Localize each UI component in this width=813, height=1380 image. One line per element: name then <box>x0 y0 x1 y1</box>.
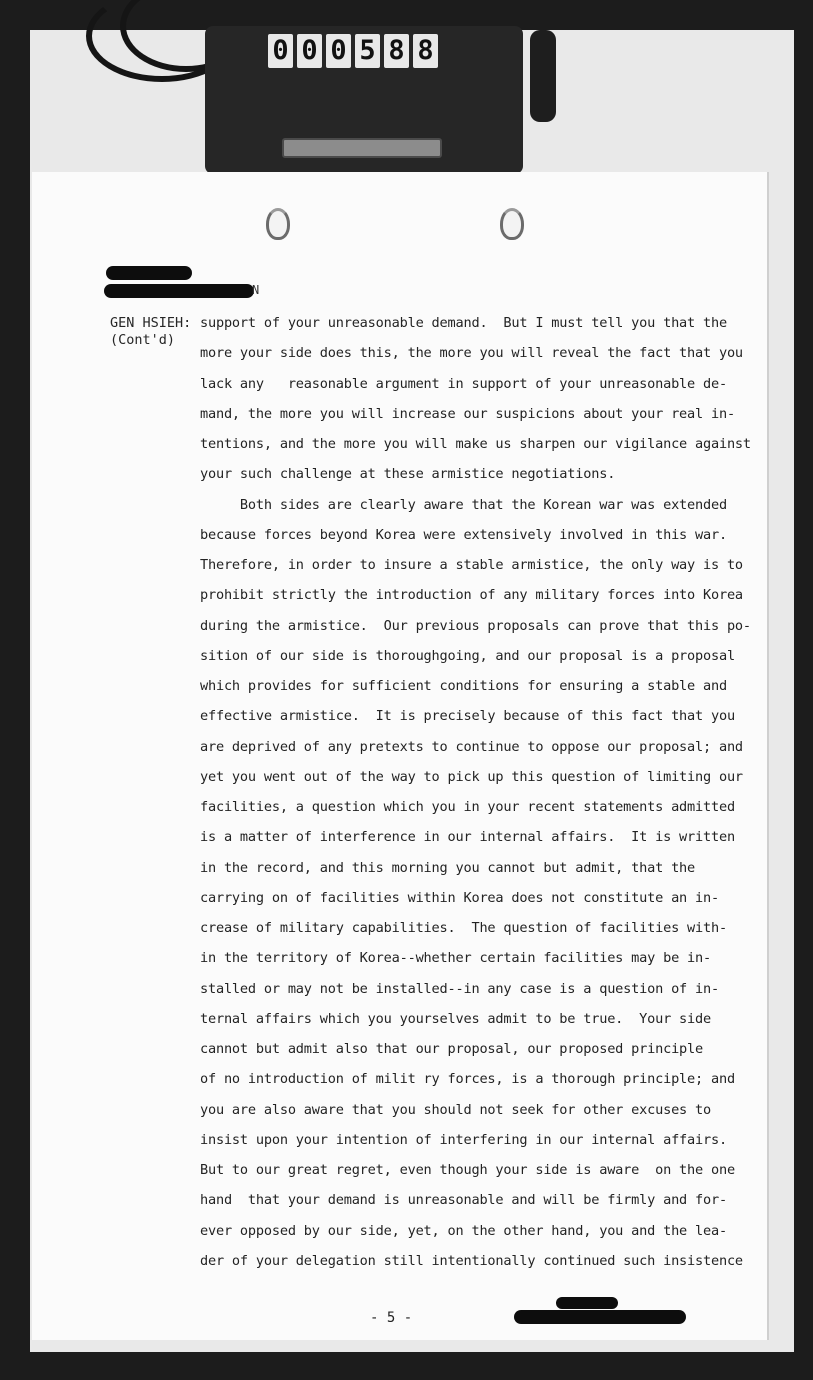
text-line: are deprived of any pretexts to continue to oppose our proposal; and <box>200 738 743 755</box>
speaker-continued: (Cont'd) <box>110 332 176 348</box>
text-line: tentions, and the more you will make us sharpen our vigilance against <box>200 436 751 452</box>
frame-counter-knob <box>530 30 556 122</box>
counter-digit: 8 <box>413 34 438 68</box>
counter-digit: 5 <box>355 34 380 68</box>
text-line: der of your delegation still intentionally continued such insistence <box>200 1252 743 1269</box>
speaker-name: GEN HSIEH: <box>110 315 192 331</box>
text-line: in the territory of Korea--whether certain facilities may be in- <box>200 950 711 967</box>
punch-hole <box>266 208 290 240</box>
page-number: - 5 - <box>370 1310 413 1326</box>
text-line: insist upon your intention of interfering in our internal affairs. <box>200 1131 727 1148</box>
counter-digit: 8 <box>384 34 409 68</box>
text-line: because forces beyond Korea were extensively involved in this war. <box>200 526 727 543</box>
counter-digit: 0 <box>268 34 293 68</box>
frame-counter-digits <box>268 34 438 70</box>
text-line: ternal affairs which you yourselves admit to be true. Your side <box>200 1010 711 1027</box>
text-line: your such challenge at these armistice negotiations. <box>200 466 616 483</box>
speaker-label <box>110 315 206 349</box>
text-line: sition of our side is thoroughgoing, and our proposal is a proposal <box>200 647 735 664</box>
text-line: which provides for sufficient conditions for ensuring a stable and <box>200 678 727 694</box>
text-line: But to our great regret, even though your side is aware on the one <box>200 1162 735 1178</box>
text-line: stalled or may not be installed--in any case is a question of in- <box>200 980 719 997</box>
counter-digit: 0 <box>297 34 322 68</box>
redaction-bar <box>556 1297 618 1309</box>
text-line: support of your unreasonable demand. But I must tell you that the <box>200 315 727 331</box>
text-line: effective armistice. It is precisely because of this fact that you <box>200 708 735 725</box>
text-line: lack any reasonable argument in support of your unreasonable de- <box>200 375 727 392</box>
text-line: hand that your demand is unreasonable and will be firmly and for- <box>200 1192 727 1209</box>
text-line: Both sides are clearly aware that the Korean war was extended <box>200 496 727 513</box>
text-line: of no introduction of milit ry forces, is a thorough principle; and <box>200 1071 735 1088</box>
redaction-bar <box>104 284 254 298</box>
header-trailing-char: N <box>252 283 260 297</box>
text-line: yet you went out of the way to pick up this question of limiting our <box>200 768 743 785</box>
transcript-body <box>200 313 751 1281</box>
redaction-bar <box>106 266 192 280</box>
redaction-bar <box>514 1310 686 1324</box>
text-line: mand, the more you will increase our suspicions about your real in- <box>200 405 735 422</box>
text-line: Therefore, in order to insure a stable armistice, the only way is to <box>200 557 743 573</box>
text-line: crease of military capabilities. The question of facilities with- <box>200 920 727 936</box>
text-line: cannot but admit also that our proposal, our proposed principle <box>200 1041 704 1057</box>
punch-hole <box>500 208 524 240</box>
text-line: facilities, a question which you in your recent statements admitted <box>200 799 735 815</box>
text-line: prohibit strictly the introduction of any military forces into Korea <box>200 587 743 604</box>
text-line: during the armistice. Our previous proposals can prove that this po- <box>200 617 751 634</box>
text-line: carrying on of facilities within Korea does not constitute an in- <box>200 889 719 906</box>
text-line: ever opposed by our side, yet, on the other hand, you and the lea- <box>200 1222 727 1239</box>
text-line: you are also aware that you should not seek for other excuses to <box>200 1101 711 1118</box>
frame-counter-plate <box>282 138 442 158</box>
text-line: is a matter of interference in our internal affairs. It is written <box>200 829 735 846</box>
text-line: in the record, and this morning you cannot but admit, that the <box>200 859 696 876</box>
counter-digit: 0 <box>326 34 351 68</box>
text-line: more your side does this, the more you will reveal the fact that you <box>200 345 743 362</box>
